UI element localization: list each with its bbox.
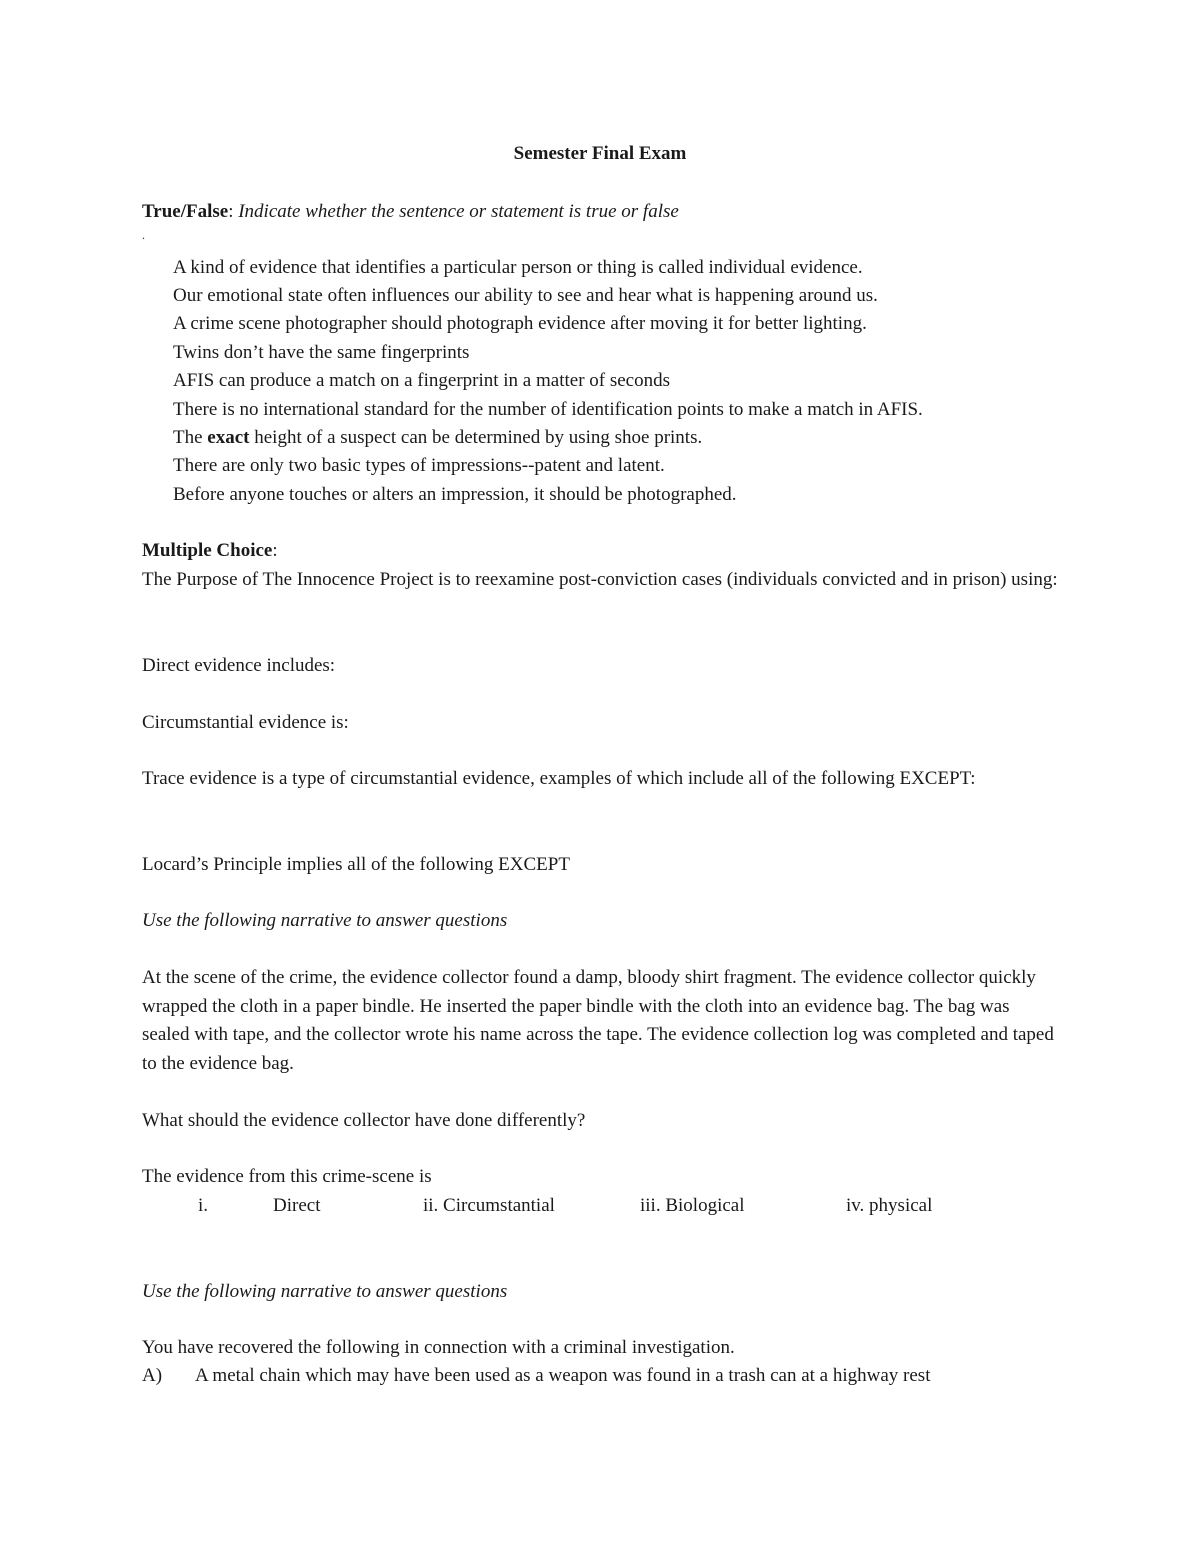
true-false-header — [142, 198, 679, 226]
tf-item-emphasis: exact — [207, 427, 250, 448]
tf-item-text: height of a suspect can be determined by using shoe prints. — [249, 427, 703, 448]
multiple-choice-header — [142, 537, 278, 565]
multiple-choice-heading: Multiple Choice — [142, 540, 273, 561]
multiple-choice-colon: : — [272, 540, 278, 561]
item-a-label: A) — [142, 1365, 163, 1386]
question-2: Direct evidence includes: — [142, 655, 336, 676]
tf-item-5 — [173, 367, 670, 395]
true-false-colon: : — [228, 201, 234, 222]
question-1: The Purpose of The Innocence Project is to reexamine post-conviction cases (individuals convicted and in prison) using: — [142, 569, 1058, 590]
tf-item-7 — [173, 424, 702, 452]
tf-item-text: A crime scene photographer should photograph evidence after moving it for better lighting. — [173, 313, 867, 334]
item-a-text: A metal chain which may have been used as a weapon was found in a trash can at a highway rest — [195, 1365, 931, 1386]
tf-item-text: Our emotional state often influences our ability to see and hear what is happening around us. — [173, 285, 878, 306]
narrative-1-label: Use the following narrative to answer questions — [142, 910, 508, 931]
tf-item-8 — [173, 452, 665, 480]
tf-item-9 — [173, 481, 737, 509]
stray-mark: . — [142, 228, 145, 242]
question-4: Trace evidence is a type of circumstantial evidence, examples of which include all of the following EXCEPT: — [142, 768, 976, 789]
tf-item-text: Before anyone touches or alters an impression, it should be photographed. — [173, 484, 737, 505]
question-6: What should the evidence collector have done differently? — [142, 1110, 586, 1131]
tf-item-2 — [173, 282, 878, 310]
narrative-2-intro: You have recovered the following in connection with a criminal investigation. — [142, 1337, 735, 1358]
tf-item-text: AFIS can produce a match on a fingerprint in a matter of seconds — [173, 370, 671, 391]
tf-item-text: There are only two basic types of impressions--patent and latent. — [173, 455, 665, 476]
option-i-text: Direct — [273, 1195, 321, 1216]
true-false-heading: True/False — [142, 201, 229, 222]
tf-item-1 — [173, 254, 863, 282]
tf-item-text: A kind of evidence that identifies a particular person or thing is called individual evidence. — [173, 257, 863, 278]
narrative-1: At the scene of the crime, the evidence collector found a damp, bloody shirt fragment. The evidence collector quickly wrapped the cloth in a paper bindle. He inserted the paper bindle with the cloth into an evidence bag. The bag was sealed with tape, and the collector wrote his name across the tape. The evidence collection log was completed and taped to the evidence bag. — [142, 967, 1054, 1074]
true-false-instruction: Indicate whether the sentence or statement is true or false — [238, 201, 679, 222]
page-title: Semester Final Exam — [513, 143, 687, 164]
option-iii: iii. Biological — [640, 1195, 745, 1216]
tf-item-4 — [173, 339, 469, 367]
option-iv: iv. physical — [846, 1195, 933, 1216]
option-i-number: i. — [198, 1195, 209, 1216]
question-7: The evidence from this crime-scene is — [142, 1166, 432, 1187]
option-ii: ii. Circumstantial — [423, 1195, 555, 1216]
tf-item-text: Twins don’t have the same fingerprints — [173, 342, 470, 363]
question-3: Circumstantial evidence is: — [142, 712, 349, 733]
tf-item-text: The — [173, 427, 208, 448]
narrative-2-label: Use the following narrative to answer questions — [142, 1281, 508, 1302]
question-5: Locard’s Principle implies all of the following EXCEPT — [142, 854, 570, 875]
tf-item-3 — [173, 310, 867, 338]
tf-item-6 — [173, 396, 923, 424]
tf-item-text: There is no international standard for the number of identification points to make a match in AFIS. — [173, 399, 923, 420]
